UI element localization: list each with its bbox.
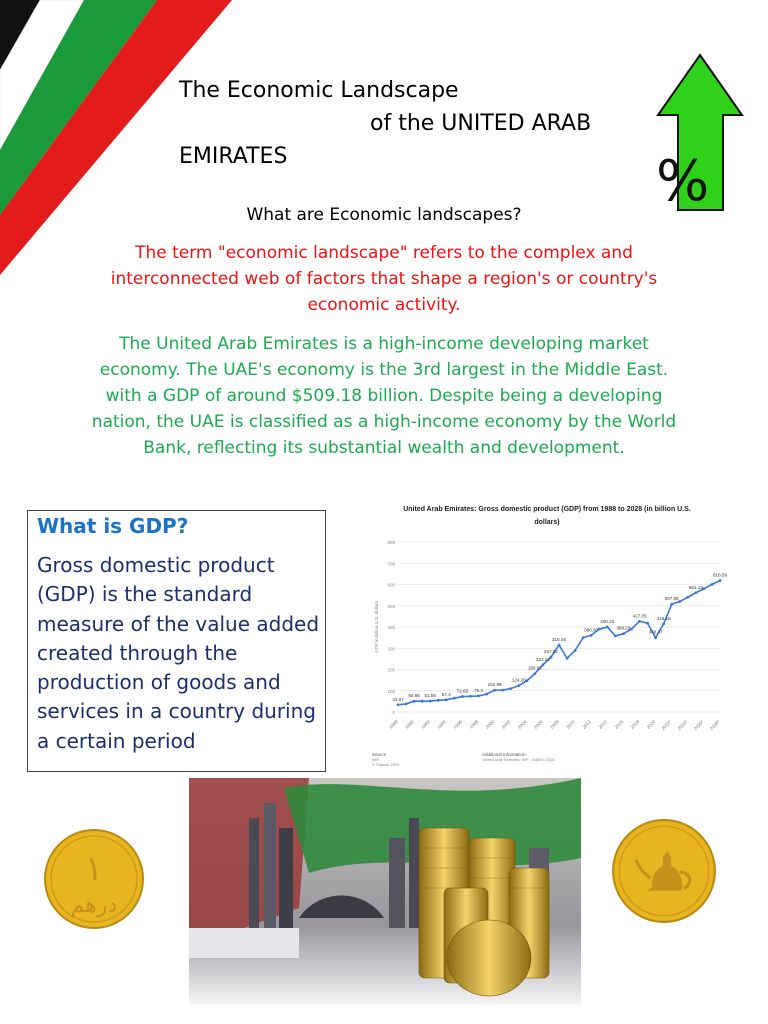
percent-symbol: % [656,149,710,214]
y-tick-label: 200 [387,667,395,673]
dirham-coin-left-icon [43,828,145,930]
data-label: 507.06 [664,596,679,602]
data-point [542,663,545,666]
gdp-line-chart [366,500,728,770]
y-tick-label: 400 [387,625,395,630]
x-tick-label: 2014 [597,719,609,730]
data-label: 400.22 [600,618,615,624]
chart-source-text: IMF [372,757,379,762]
data-point [525,679,528,682]
definition-text: The term "economic landscape" refers to the complex and interconnected web of factors that shape a region's or country's economic activity. [110,243,658,315]
y-tick-label: 600 [387,582,395,588]
data-point [429,700,432,703]
x-tick-label: 2004 [516,719,528,730]
uae-economy-text: The United Arab Emirates is a high-income developing market economy. The UAE's economy is the 3rd largest in the Middle East. with a GDP of around $509.18 billion. Despite being a developing nation, the UAE is classified as a high-income economy by the World Bank, reflecting its substantial wealth and development. [91,334,677,458]
data-point [558,644,561,647]
x-tick-label: 2020 [645,719,657,730]
data-point [606,626,609,629]
data-point [574,649,577,652]
data-point [405,703,408,706]
data-label: 360.83 [584,627,599,633]
data-point [445,698,448,701]
data-point [694,591,697,594]
x-tick-label: 2008 [549,719,560,730]
y-tick-label: 100 [387,688,395,694]
gdp-info-box [27,510,326,772]
data-point [509,687,512,690]
data-point [622,632,625,635]
data-point [711,583,714,586]
x-tick-label: 2018 [629,719,641,730]
data-point [598,628,601,631]
data-point [638,620,641,623]
data-label: 51.55 [424,693,436,699]
data-point [686,596,689,599]
data-point [654,636,657,639]
x-tick-label: 2000 [484,719,496,730]
y-axis-label: GDP in billion U.S. dollars [374,601,379,653]
data-label: 124.26 [511,677,526,683]
data-point [397,703,400,706]
title-line-2: of the UNITED ARAB [370,111,592,136]
data-label: 57.4 [441,691,451,697]
gdp-definition: Gross domestic product (GDP) is the standard measure of the value added created through the production of goods and services in a country during a certain period [37,553,320,753]
data-label: 415.18 [656,615,671,621]
data-point [533,672,536,675]
data-label: 50.66 [408,693,420,699]
data-label: 72.65 [456,688,469,694]
title-line-1: The Economic Landscape [179,78,459,103]
data-point [550,656,553,659]
data-point [493,689,496,692]
x-tick-label: 1998 [468,719,480,730]
data-point [477,695,480,698]
x-tick-label: 2006 [532,719,544,730]
data-label: 368.29 [616,625,631,631]
x-tick-label: 2022* [660,719,673,732]
data-point [501,689,504,692]
data-point [646,622,649,625]
data-point [678,600,681,603]
dubai-skyline-coins-image [189,778,581,1004]
x-tick-label: 2016 [613,719,625,730]
data-point [517,684,520,687]
data-point [590,634,593,637]
title-line-3: EMIRATES [179,144,288,169]
x-tick-label: 2028* [708,719,721,732]
chart-title-line-1: United Arab Emirates: Gross domestic product (GDP) from 1988 to 2028 (in billion U.S. [403,506,691,513]
data-point [413,700,416,703]
data-label: 34.07 [392,696,404,702]
data-label: 315.46 [551,636,567,642]
chart-title-line-2: dollars) [534,519,560,526]
x-tick-label: 1990 [404,719,415,730]
data-label: 561.13 [688,584,703,590]
x-tick-label: 1988 [388,719,399,730]
question-heading: What are Economic landscapes? [246,205,522,225]
data-point [566,657,569,660]
data-point [461,695,464,698]
coin-dirham-text: درهم [70,893,118,918]
y-tick-label: 0 [392,710,395,715]
data-label: 618.56 [712,572,728,578]
data-label: 222.12 [535,656,550,662]
gdp-heading: What is GDP? [37,514,189,538]
y-tick-label: 500 [387,603,395,609]
data-label: 180.62 [527,665,542,671]
y-tick-label: 800 [387,540,395,545]
data-label: 257.92 [543,649,558,655]
data-label: 349.47 [648,629,663,635]
y-tick-label: 300 [387,646,395,652]
dirham-coin-right-icon [611,818,717,924]
data-point [469,695,472,698]
data-point [453,697,456,700]
data-point [582,636,585,639]
x-tick-label: 1994 [436,719,448,730]
y-tick-label: 700 [387,561,395,567]
x-tick-label: 2010 [565,719,576,730]
chart-info-text: United Arab Emirates; IMF; 1988 to 2028 [482,757,555,762]
up-arrow-percent-icon [650,50,750,215]
x-tick-label: 2012 [581,719,592,730]
data-point [485,693,488,696]
coin-numeral: ١ [84,849,104,889]
data-point [719,579,722,582]
data-point [670,603,673,606]
data-point [421,700,424,703]
chart-source-text: © Statista 2024 [372,762,400,767]
data-point [614,635,617,638]
x-tick-label: 2002 [500,719,512,730]
data-point [437,699,440,702]
flag-stripes [0,0,240,280]
data-label: 427.05 [632,613,647,619]
x-tick-label: 2026* [692,719,705,732]
data-label: 102.99 [487,682,502,688]
chart-source-label: Source [372,752,387,757]
data-point [630,628,633,631]
data-point [662,622,665,625]
x-tick-label: 2024* [676,719,689,732]
data-label: 75.3 [474,687,483,693]
x-tick-label: 1992 [420,719,431,730]
chart-info-label: Additional Information: [482,752,527,757]
data-point [703,587,706,590]
x-tick-label: 1996 [452,719,464,730]
